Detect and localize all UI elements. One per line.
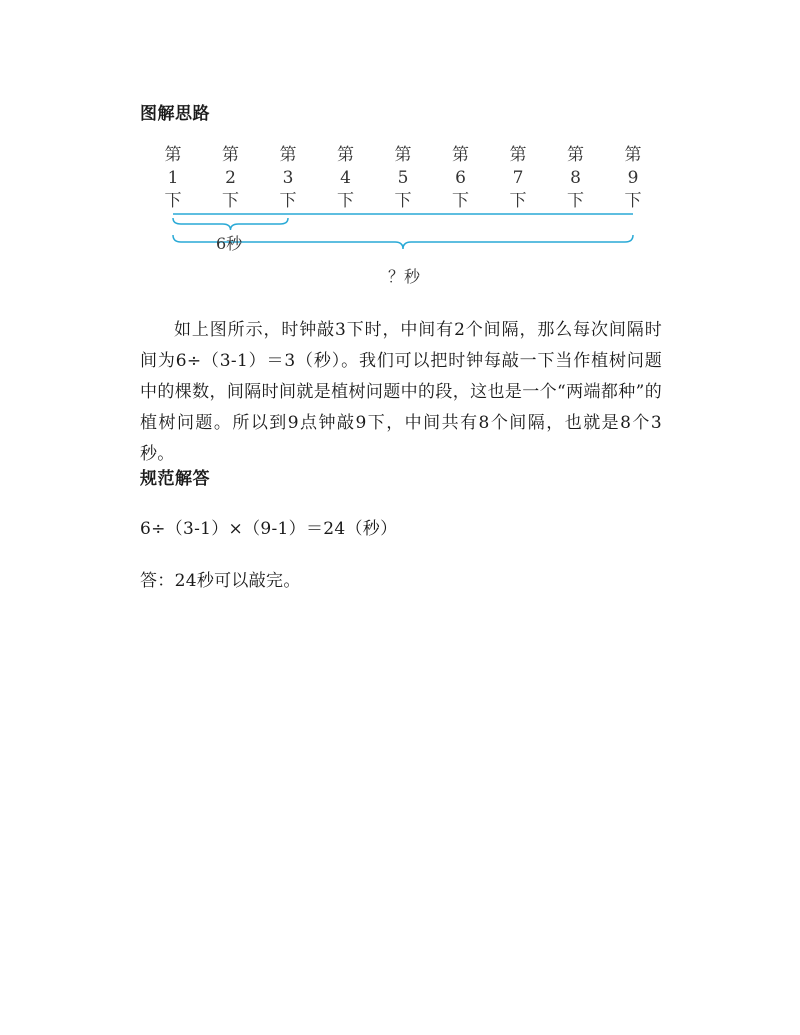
- tick-top-label: 第: [222, 145, 239, 165]
- tick-8: [561, 144, 591, 213]
- solution-formula: 6÷（3-1）×（9-1）＝24（秒）: [140, 519, 398, 539]
- tick-top-label: 第: [164, 145, 182, 165]
- tick-top-label: 第: [567, 145, 584, 165]
- tick-9: [618, 144, 648, 213]
- section-heading-solution: 规范解答: [140, 469, 210, 489]
- tick-bottom-label: 下: [452, 191, 469, 211]
- tick-2: [216, 144, 246, 213]
- tick-bottom-label: 下: [509, 191, 527, 211]
- tick-num-label: 4: [340, 168, 351, 188]
- tick-4: [331, 144, 361, 213]
- tick-top-label: 第: [452, 145, 469, 165]
- tick-3: [273, 144, 303, 213]
- small-brace: [173, 218, 288, 230]
- tick-top-label: 第: [337, 145, 354, 165]
- tick-num-label: 7: [512, 168, 524, 188]
- large-brace-label: ？秒: [388, 267, 421, 286]
- explanation-paragraph: 如上图所示，时钟敲3下时，中间有2个间隔，那么每次间隔时间为6÷（3-1）＝3（秒）。我们可以把时钟每敲一下当作植树问题中的棵数，间隔时间就是植树问题中的段，这也是一个“两端都种”的植树问题。所以到9点钟敲9下，中间共有8个间隔，也就是8个3秒。: [140, 320, 662, 464]
- tick-bottom-label: 下: [279, 191, 297, 211]
- tick-bottom-label: 下: [567, 191, 584, 211]
- tick-num-label: 2: [225, 168, 236, 188]
- small-brace-label: 6秒: [216, 234, 243, 253]
- tick-6: [446, 144, 476, 213]
- tick-top-label: 第: [509, 145, 527, 165]
- tick-num-label: 3: [282, 168, 294, 188]
- tick-top-label: 第: [394, 145, 412, 165]
- tick-bottom-label: 下: [394, 191, 412, 211]
- tick-top-label: 第: [624, 145, 642, 165]
- tick-1: [158, 144, 188, 213]
- tick-7: [503, 144, 533, 213]
- interval-diagram: [140, 140, 660, 290]
- tick-num-label: 1: [167, 168, 179, 188]
- tick-num-label: 5: [397, 168, 409, 188]
- tick-bottom-label: 下: [222, 191, 239, 211]
- section-heading-diagram: 图解思路: [140, 104, 210, 124]
- tick-5: [388, 144, 418, 213]
- tick-bottom-label: 下: [624, 191, 642, 211]
- tick-num-label: 8: [570, 168, 581, 188]
- tick-bottom-label: 下: [337, 191, 354, 211]
- tick-bottom-label: 下: [164, 191, 182, 211]
- solution-answer: 答：24秒可以敲完。: [140, 571, 301, 591]
- tick-num-label: 6: [455, 168, 466, 188]
- tick-top-label: 第: [279, 145, 297, 165]
- tick-num-label: 9: [627, 168, 639, 188]
